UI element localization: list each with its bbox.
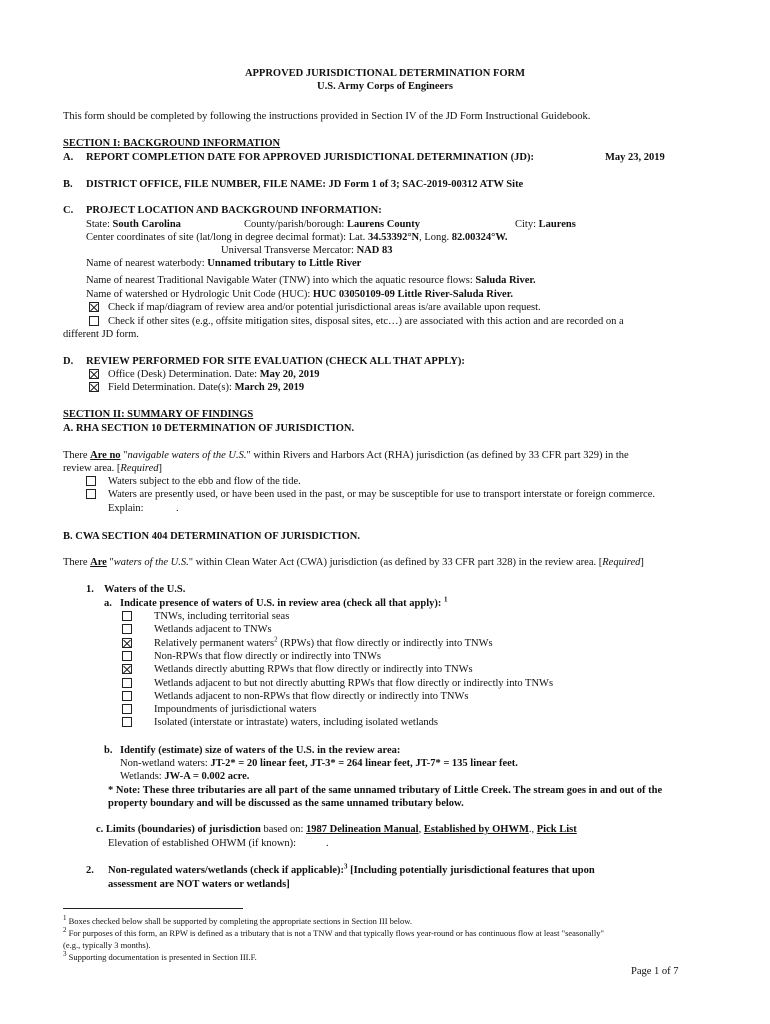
identify-size-heading: Identify (estimate) size of waters of the U.S. in the review area: (120, 745, 401, 756)
water-type-label: Wetlands directly abutting RPWs that flow directly or indirectly into TNWs (154, 664, 473, 675)
cwa-answer-select[interactable]: Are (90, 557, 107, 568)
form-instructions: This form should be completed by following the instructions provided in Section IV of the JD Form Instructional Guidebook. (63, 111, 591, 122)
other-sites-label: Check if other sites (e.g., offsite mitigation sites, disposal sites, etc…) are associated with this action and are recorded on a (108, 316, 624, 327)
state-value: South Carolina (112, 219, 181, 230)
other-sites-label-cont: different JD form. (63, 329, 139, 340)
indicate-presence-heading: Indicate presence of waters of U.S. in review area (check all that apply): $^1$ (120, 595, 448, 609)
explain-value[interactable]: . (176, 503, 179, 514)
waters-1a-label: a. (104, 598, 112, 609)
water-type-label: Relatively permanent waters$^2$ (RPWs) that flow directly or indirectly into TNWs (154, 635, 493, 649)
item-c-label: C. (63, 205, 74, 216)
water-type-checkbox[interactable] (122, 651, 132, 661)
non-regulated-heading: Non-regulated waters/wetlands (check if applicable):$^3$ [Including potentially jurisdictional features that upon (108, 862, 595, 876)
tidal-waters-label: Waters subject to the ebb and flow of the tide. (108, 476, 301, 487)
commerce-waters-checkbox[interactable] (86, 489, 96, 499)
ohwm-elevation-label: Elevation of established OHWM (if known): (108, 838, 297, 849)
tnw-value: Saluda River. (475, 275, 536, 286)
cwa-statement: There Are "waters of the U.S." within Clean Water Act (CWA) jurisdiction (as defined by 33 CFR part 328) in the review area. [Required] (63, 557, 644, 568)
city-field: City: Laurens (515, 219, 576, 230)
state-field: State: South Carolina (86, 219, 181, 230)
tributary-note: * Note: These three tributaries are all part of the same unnamed tributary of Little Creek. The stream goes in and out of the (108, 785, 663, 796)
explain-label: Explain: (108, 503, 144, 514)
wetlands-value: JW-A = 0.002 acre. (164, 771, 250, 782)
center-coordinates: Center coordinates of site (lat/long in degree decimal format): Lat. 34.53392°N, Long. 82.00324°W. (86, 232, 508, 243)
other-sites-checkbox[interactable] (89, 316, 99, 326)
tidal-waters-checkbox[interactable] (86, 476, 96, 486)
waters-1-label: 1. (86, 584, 94, 595)
water-type-checkbox[interactable] (122, 691, 132, 701)
longitude-value: 82.00324°W. (451, 232, 508, 243)
section-1-heading: SECTION I: BACKGROUND INFORMATION (63, 138, 281, 149)
footnote-2: $^2$ For purposes of this form, an RPW is defined as a tributary that is not a TNW and that typically flows year-round or has continuous flow at least "seasonally" (63, 926, 604, 938)
huc-value: HUC 03050109-09 Little River-Saluda River. (312, 289, 514, 300)
non-wetland-waters: Non-wetland waters: JT-2* = 20 linear feet, JT-3* = 264 linear feet, JT-7* = 135 linear feet. (120, 758, 518, 769)
page-number: Page 1 of 7 (631, 966, 679, 977)
limits-of-jurisdiction: c. Limits (boundaries) of jurisdiction based on: 1987 Delineation Manual, Established by OHWM., Pick List (96, 824, 577, 835)
review-performed-heading: REVIEW PERFORMED FOR SITE EVALUATION (CHECK ALL THAT APPLY): (86, 356, 465, 367)
water-type-checkbox[interactable] (122, 704, 132, 714)
water-type-label: Non-RPWs that flow directly or indirectly into TNWs (154, 651, 381, 662)
nearest-tnw: Name of nearest Traditional Navigable Water (TNW) into which the aquatic resource flows: Saluda River. (86, 275, 536, 286)
rha-statement: There Are no "navigable waters of the U.S." within Rivers and Harbors Act (RHA) jurisdiction (as defined by 33 CFR part 329) in the (63, 450, 629, 461)
wetlands-size: Wetlands: JW-A = 0.002 acre. (120, 771, 250, 782)
report-date-value: May 23, 2019 (605, 152, 665, 163)
ohwm-elevation-value[interactable]: . (326, 838, 329, 849)
water-type-checkbox[interactable] (122, 717, 132, 727)
item-b-label: B. (63, 179, 73, 190)
district-file-info: DISTRICT OFFICE, FILE NUMBER, FILE NAME: JD Form 1 of 3; SAC-2019-00312 ATW Site (86, 179, 524, 190)
field-date: March 29, 2019 (234, 382, 305, 393)
form-title: APPROVED JURISDICTIONAL DETERMINATION FORM (244, 68, 526, 79)
limit-delineation-manual[interactable]: 1987 Delineation Manual (306, 824, 419, 835)
rha-statement-cont: review area. [Required] (63, 463, 163, 474)
watershed-huc: Name of watershed or Hydrologic Unit Code (HUC): HUC 03050109-09 Little River-Saluda River. (86, 289, 514, 300)
office-date: May 20, 2019 (259, 369, 320, 380)
field-determination: Field Determination. Date(s): March 29, 2019 (108, 382, 305, 393)
non-regulated-heading-cont: assessment are NOT waters or wetlands] (108, 879, 290, 890)
water-type-label: Impoundments of jurisdictional waters (154, 704, 317, 715)
item-d-label: D. (63, 356, 74, 367)
waterbody-value: Unnamed tributary to Little River (207, 258, 362, 269)
nearest-waterbody: Name of nearest waterbody: Unnamed tributary to Little River (86, 258, 362, 269)
footnote-1: $^1$ Boxes checked below shall be supported by completing the appropriate sections in Section III below. (63, 914, 412, 926)
report-date-label: REPORT COMPLETION DATE FOR APPROVED JURISDICTIONAL DETERMINATION (JD): (86, 152, 534, 163)
limit-ohwm[interactable]: Established by OHWM (423, 824, 529, 835)
latitude-value: 34.53392°N (367, 232, 420, 243)
waters-1b-label: b. (104, 745, 113, 756)
field-determination-checkbox[interactable] (89, 382, 99, 392)
water-type-checkbox[interactable] (122, 624, 132, 634)
rha-heading: A. RHA SECTION 10 DETERMINATION OF JURISDICTION. (63, 423, 355, 434)
water-type-label: Wetlands adjacent to TNWs (154, 624, 272, 635)
city-value: Laurens (538, 219, 576, 230)
limit-pick-list[interactable]: Pick List (536, 824, 577, 835)
map-available-label: Check if map/diagram of review area and/or potential jurisdictional areas is/are available upon request. (108, 302, 541, 313)
water-type-checkbox[interactable] (122, 638, 132, 648)
commerce-waters-label: Waters are presently used, or have been used in the past, or may be susceptible for use to transport interstate or foreign commerce. (108, 489, 656, 500)
form-subtitle: U.S. Army Corps of Engineers (317, 81, 453, 92)
footnote-divider (63, 908, 243, 909)
rha-answer-select[interactable]: Are no (90, 450, 121, 461)
waters-2-label: 2. (86, 865, 94, 876)
item-a-label: A. (63, 152, 74, 163)
office-determination: Office (Desk) Determination. Date: May 20, 2019 (108, 369, 320, 380)
project-location-heading: PROJECT LOCATION AND BACKGROUND INFORMATION: (86, 205, 382, 216)
water-type-checkbox[interactable] (122, 611, 132, 621)
water-type-label: Wetlands adjacent to non-RPWs that flow directly or indirectly into TNWs (154, 691, 469, 702)
map-available-checkbox[interactable] (89, 302, 99, 312)
water-type-label: TNWs, including territorial seas (154, 611, 290, 622)
tributary-note-cont: property boundary and will be discussed as the same unnamed tributary below. (108, 798, 464, 809)
utm-field: Universal Transverse Mercator: NAD 83 (221, 245, 393, 256)
water-type-checkbox[interactable] (122, 664, 132, 674)
waters-of-us-heading: Waters of the U.S. (104, 584, 186, 595)
non-wetland-value: JT-2* = 20 linear feet, JT-3* = 264 linear feet, JT-7* = 135 linear feet. (210, 758, 518, 769)
county-field: County/parish/borough: Laurens County (244, 219, 421, 230)
footnote-3: $^3$ Supporting documentation is presented in Section III.F. (63, 950, 257, 962)
section-2-heading: SECTION II: SUMMARY OF FINDINGS (63, 409, 254, 420)
cwa-heading: B. CWA SECTION 404 DETERMINATION OF JURISDICTION. (63, 531, 360, 542)
water-type-label: Isolated (interstate or intrastate) waters, including isolated wetlands (154, 717, 438, 728)
utm-value: NAD 83 (356, 245, 393, 256)
county-value: Laurens County (346, 219, 421, 230)
office-determination-checkbox[interactable] (89, 369, 99, 379)
water-type-label: Wetlands adjacent to but not directly abutting RPWs that flow directly or indirectly into TNWs (154, 678, 554, 689)
footnote-2-cont: (e.g., typically 3 months). (63, 940, 151, 950)
water-type-checkbox[interactable] (122, 678, 132, 688)
